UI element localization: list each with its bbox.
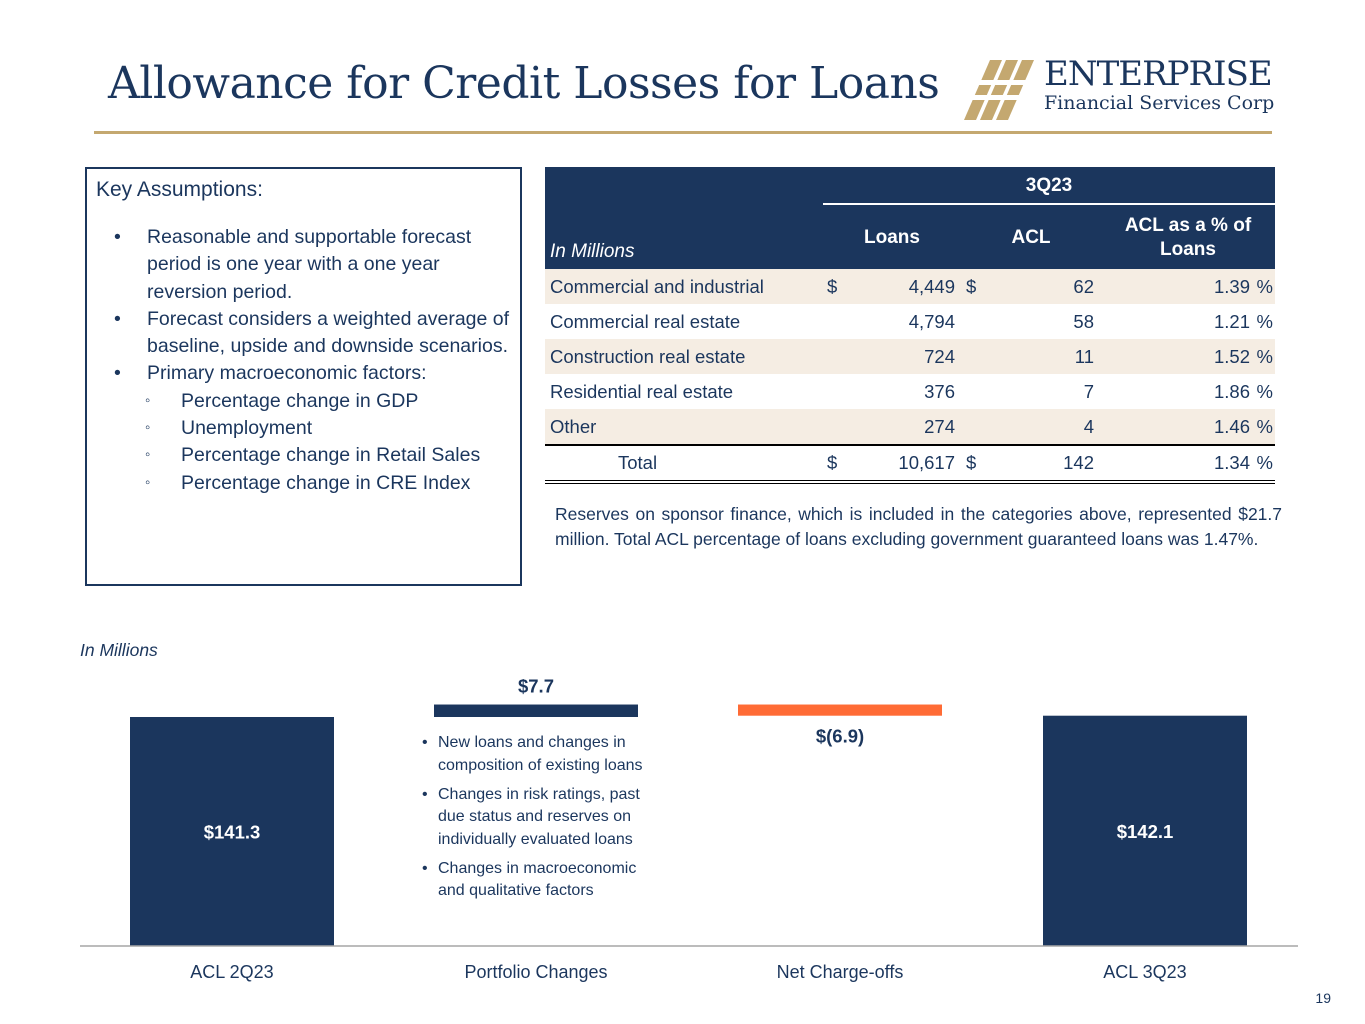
table-header [545,167,1275,269]
sub-list-item [87,415,524,442]
column-header-acl-pct: ACL as a % of Loans [1124,215,1252,260]
acl-pct-value: 1.39 [1213,276,1250,297]
percent-sign: % [1256,276,1273,297]
loans-value: 274 [924,416,955,437]
percent-sign: % [1256,452,1273,473]
assumption-text: Primary macroeconomic factors: [147,362,427,385]
dollar-sign: $ [827,452,838,473]
assumption-text: Reasonable and supportable forecast period is one year with a one year reversion period. [147,226,472,303]
table-row [545,304,1275,339]
bullet-icon: • [114,307,121,330]
bar-value-label: $7.7 [517,675,555,697]
acl-pct-value: 1.86 [1213,381,1250,402]
row-label: Total [618,452,658,473]
acl-pct-value: 1.21 [1213,311,1250,332]
logo-name: ENTERPRISE [1044,54,1272,94]
factor-text: Percentage change in GDP [181,389,419,412]
loans-value: 4,794 [908,311,955,332]
dollar-sign: $ [966,452,977,473]
table-units-label: In Millions [550,241,635,262]
logo-mark-icon [962,58,1034,120]
loans-value: 10,617 [898,452,955,473]
bullet-icon: • [114,226,121,248]
page-number: 19 [1315,990,1331,1006]
period-header: 3Q23 [823,167,1275,205]
table-row [545,374,1275,409]
factor-text: Percentage change in CRE Index [181,471,471,494]
category-label: ACL 3Q23 [1103,962,1187,982]
acl-pct-value: 1.52 [1213,346,1250,367]
category-label: Portfolio Changes [464,962,608,982]
percent-sign: % [1256,381,1273,402]
row-label: Commercial real estate [550,311,741,332]
circle-bullet-icon: ◦ [145,391,151,409]
acl-value: 142 [1063,452,1094,473]
acl-value: 4 [1083,416,1094,437]
portfolio-drivers-list [422,732,662,909]
list-item: • New loans and changes in composition of existing loans [422,732,662,777]
acl-value: 11 [1074,346,1094,367]
acl-pct-value: 1.34 [1213,452,1250,473]
category-label: ACL 2Q23 [190,962,274,982]
percent-sign: % [1256,311,1273,332]
table-row [545,339,1275,374]
list-item: • Changes in risk ratings, past due status and reserves on individually evaluated loans [422,784,662,852]
sub-list-item [87,442,524,469]
waterfall-bar [738,705,942,716]
list-item [87,306,524,361]
factor-text: Unemployment [181,417,313,440]
company-logo [962,54,1275,122]
waterfall-bar [434,705,638,717]
sub-list-item [87,470,524,497]
column-header-loans: Loans [864,227,920,248]
acl-pct-value: 1.46 [1213,416,1250,437]
bar-value-label: $141.3 [203,821,261,843]
circle-bullet-icon: ◦ [145,419,151,437]
list-item [87,224,524,306]
column-header-acl: ACL [1011,227,1051,248]
row-label: Residential real estate [550,381,734,402]
title-divider [94,131,1272,134]
key-assumptions-title: Key Assumptions: [96,178,263,201]
percent-sign: % [1256,416,1273,437]
assumption-text: Forecast considers a weighted average of baseline, upside and downside scenarios. [147,307,510,358]
key-assumptions-list [87,224,524,497]
table-row [545,269,1275,304]
category-label: Net Charge-offs [776,962,904,982]
factor-text: Percentage change in Retail Sales [181,444,481,467]
acl-value: 7 [1083,381,1094,402]
dollar-sign: $ [966,276,977,297]
waterfall-svg [0,620,1365,1024]
chart-units-label: In Millions [80,640,158,660]
acl-value: 58 [1073,311,1094,332]
row-label: Construction real estate [550,346,746,367]
acl-waterfall-chart [0,620,1365,1024]
table-total-row [545,444,1275,484]
table-row [545,409,1275,444]
loans-value: 724 [924,346,955,367]
circle-bullet-icon: ◦ [145,473,151,491]
dollar-sign: $ [827,276,838,297]
list-item [87,360,524,387]
page-title: Allowance for Credit Losses for Loans [108,58,940,109]
sub-list-item [87,388,524,415]
bar-value-label: $142.1 [1116,820,1174,842]
bar-value-label: $(6.9) [815,725,865,747]
percent-sign: % [1256,346,1273,367]
acl-table [545,167,1275,484]
circle-bullet-icon: ◦ [145,446,151,464]
loans-value: 376 [924,381,955,402]
bullet-icon: • [114,362,121,385]
sponsor-finance-note: Reserves on sponsor finance, which is included in the categories above, represented $21.7 million. Total ACL percentage of loans excluding government guaranteed loans was 1.47%. [555,504,1282,549]
loans-value: 4,449 [908,276,955,297]
list-item: • Changes in macroeconomic and qualitative factors [422,858,662,903]
row-label: Other [550,416,597,437]
logo-subtitle: Financial Services Corp [1044,92,1275,114]
key-assumptions-box [85,167,522,586]
acl-value: 62 [1073,276,1094,297]
row-label: Commercial and industrial [550,276,764,297]
